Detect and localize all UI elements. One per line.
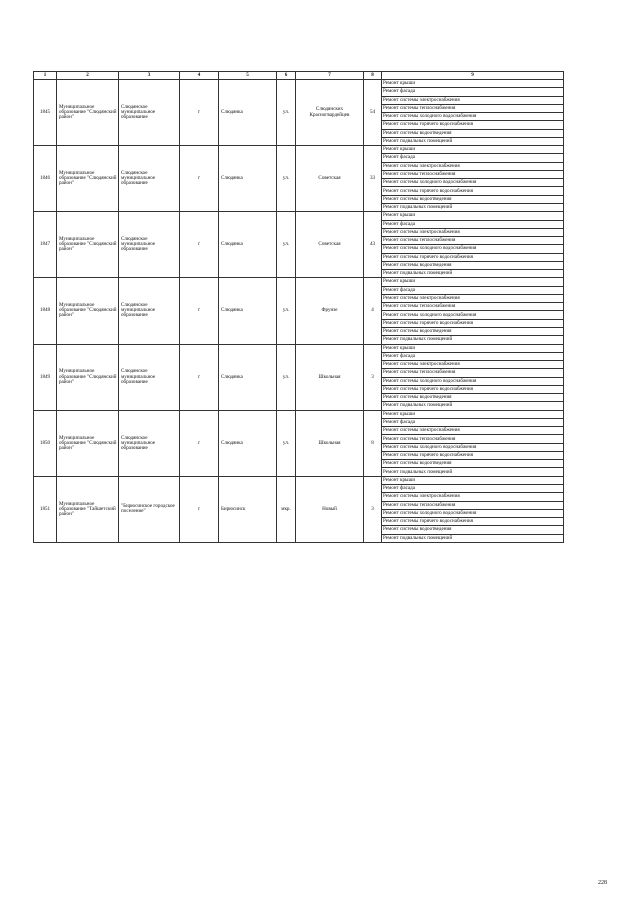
column-header-2: 2 xyxy=(57,72,119,80)
repair-work-item: Ремонт крыши xyxy=(382,410,564,418)
table-row xyxy=(34,278,564,286)
house-number: 3 xyxy=(364,344,382,410)
street-name: Школьная xyxy=(296,344,364,410)
repair-work-item: Ремонт системы холодного водоснабжения xyxy=(382,443,564,451)
municipal-district: Муниципальное образование "Слюдянский район" xyxy=(57,344,119,410)
repair-work-item: Ремонт системы теплоснабжения xyxy=(382,435,564,443)
municipal-formation: Слюдянское муниципальное образование xyxy=(119,146,180,212)
street-name: Новый xyxy=(296,476,364,542)
record-number: 1851 xyxy=(34,476,57,542)
street-type: ул. xyxy=(277,212,296,278)
repair-work-item: Ремонт системы водоотведения xyxy=(382,261,564,269)
column-header-1: 1 xyxy=(34,72,57,80)
column-header-7: 7 xyxy=(296,72,364,80)
settlement-type: г xyxy=(180,344,219,410)
repair-work-item: Ремонт фасада xyxy=(382,154,564,162)
repair-work-item: Ремонт системы горячего водоснабжения xyxy=(382,187,564,195)
repair-work-item: Ремонт системы теплоснабжения xyxy=(382,369,564,377)
repair-work-item: Ремонт системы горячего водоснабжения xyxy=(382,253,564,261)
repair-work-item: Ремонт системы холодного водоснабжения xyxy=(382,509,564,517)
repair-program-table xyxy=(33,71,564,543)
settlement-name: Слюдянка xyxy=(219,344,277,410)
municipal-formation: Слюдянское муниципальное образование xyxy=(119,80,180,146)
street-name: Советская xyxy=(296,146,364,212)
repair-work-item: Ремонт системы электроснабжения xyxy=(382,427,564,435)
repair-work-item: Ремонт системы водоотведения xyxy=(382,327,564,335)
repair-work-item: Ремонт подвальных помещений xyxy=(382,534,564,542)
record-number: 1848 xyxy=(34,278,57,344)
repair-work-item: Ремонт системы водоотведения xyxy=(382,195,564,203)
repair-work-item: Ремонт системы холодного водоснабжения xyxy=(382,311,564,319)
repair-work-item: Ремонт фасада xyxy=(382,418,564,426)
settlement-name: Слюдянка xyxy=(219,80,277,146)
repair-work-item: Ремонт подвальных помещений xyxy=(382,336,564,344)
record-number: 1849 xyxy=(34,344,57,410)
table-row xyxy=(34,146,564,154)
street-type: ул. xyxy=(277,80,296,146)
municipal-district: Муниципальное образование "Слюдянский район" xyxy=(57,212,119,278)
page-number: 228 xyxy=(598,880,607,886)
repair-work-item: Ремонт системы теплоснабжения xyxy=(382,303,564,311)
municipal-district: Муниципальное образование "Слюдянский район" xyxy=(57,80,119,146)
street-name: Слюдянских Красногвардейцев xyxy=(296,80,364,146)
settlement-name: Слюдянка xyxy=(219,212,277,278)
street-type: ул. xyxy=(277,344,296,410)
settlement-name: Слюдянка xyxy=(219,410,277,476)
street-name: Советская xyxy=(296,212,364,278)
repair-work-item: Ремонт системы горячего водоснабжения xyxy=(382,385,564,393)
repair-work-item: Ремонт системы электроснабжения xyxy=(382,294,564,302)
settlement-name: Слюдянка xyxy=(219,146,277,212)
municipal-formation: Слюдянское муниципальное образование xyxy=(119,212,180,278)
record-number: 1850 xyxy=(34,410,57,476)
municipal-formation: Слюдянское муниципальное образование xyxy=(119,410,180,476)
house-number: 33 xyxy=(364,146,382,212)
table-row xyxy=(34,344,564,352)
record-number: 1847 xyxy=(34,212,57,278)
settlement-type: г xyxy=(180,146,219,212)
repair-work-item: Ремонт подвальных помещений xyxy=(382,270,564,278)
repair-work-item: Ремонт системы теплоснабжения xyxy=(382,170,564,178)
repair-work-item: Ремонт системы теплоснабжения xyxy=(382,104,564,112)
column-header-6: 6 xyxy=(277,72,296,80)
settlement-type: г xyxy=(180,476,219,542)
repair-work-item: Ремонт системы электроснабжения xyxy=(382,162,564,170)
repair-work-item: Ремонт системы холодного водоснабжения xyxy=(382,113,564,121)
repair-work-item: Ремонт фасада xyxy=(382,220,564,228)
table-row xyxy=(34,80,564,88)
settlement-type: г xyxy=(180,410,219,476)
municipal-formation: Слюдянское муниципальное образование xyxy=(119,278,180,344)
column-header-9: 9 xyxy=(382,72,564,80)
repair-work-item: Ремонт системы электроснабжения xyxy=(382,228,564,236)
street-type: ул. xyxy=(277,278,296,344)
repair-work-item: Ремонт системы горячего водоснабжения xyxy=(382,451,564,459)
house-number: 8 xyxy=(364,410,382,476)
column-header-5: 5 xyxy=(219,72,277,80)
repair-work-item: Ремонт системы электроснабжения xyxy=(382,96,564,104)
repair-work-item: Ремонт фасада xyxy=(382,286,564,294)
repair-work-item: Ремонт крыши xyxy=(382,476,564,484)
column-header-row xyxy=(34,72,564,80)
repair-work-item: Ремонт системы холодного водоснабжения xyxy=(382,377,564,385)
street-type: ул. xyxy=(277,410,296,476)
table-row xyxy=(34,212,564,220)
repair-work-item: Ремонт системы электроснабжения xyxy=(382,361,564,369)
table-row xyxy=(34,410,564,418)
repair-work-item: Ремонт фасада xyxy=(382,485,564,493)
repair-work-item: Ремонт подвальных помещений xyxy=(382,402,564,410)
repair-work-item: Ремонт фасада xyxy=(382,88,564,96)
repair-work-item: Ремонт системы горячего водоснабжения xyxy=(382,319,564,327)
house-number: 3 xyxy=(364,476,382,542)
repair-work-item: Ремонт системы электроснабжения xyxy=(382,493,564,501)
house-number: 43 xyxy=(364,212,382,278)
repair-work-item: Ремонт системы теплоснабжения xyxy=(382,237,564,245)
repair-work-item: Ремонт подвальных помещений xyxy=(382,203,564,211)
repair-work-item: Ремонт системы водоотведения xyxy=(382,129,564,137)
column-header-8: 8 xyxy=(364,72,382,80)
repair-work-item: Ремонт крыши xyxy=(382,80,564,88)
column-header-3: 3 xyxy=(119,72,180,80)
house-number: 54 xyxy=(364,80,382,146)
repair-work-item: Ремонт системы холодного водоснабжения xyxy=(382,245,564,253)
record-number: 1845 xyxy=(34,80,57,146)
repair-work-item: Ремонт подвальных помещений xyxy=(382,468,564,476)
repair-work-item: Ремонт системы горячего водоснабжения xyxy=(382,121,564,129)
municipal-district: Муниципальное образование "Слюдянский район" xyxy=(57,278,119,344)
house-number: 4 xyxy=(364,278,382,344)
repair-work-item: Ремонт системы водоотведения xyxy=(382,526,564,534)
settlement-name: Бирюсинск xyxy=(219,476,277,542)
repair-work-item: Ремонт крыши xyxy=(382,212,564,220)
municipal-district: Муниципальное образование "Тайшетский район" xyxy=(57,476,119,542)
table-body xyxy=(34,80,564,543)
settlement-type: г xyxy=(180,80,219,146)
settlement-name: Слюдянка xyxy=(219,278,277,344)
repair-work-item: Ремонт системы холодного водоснабжения xyxy=(382,179,564,187)
repair-work-item: Ремонт подвальных помещений xyxy=(382,137,564,145)
repair-work-item: Ремонт системы горячего водоснабжения xyxy=(382,518,564,526)
municipal-district: Муниципальное образование "Слюдянский район" xyxy=(57,146,119,212)
record-number: 1846 xyxy=(34,146,57,212)
street-type: ул. xyxy=(277,146,296,212)
repair-work-item: Ремонт крыши xyxy=(382,344,564,352)
repair-work-item: Ремонт системы водоотведения xyxy=(382,394,564,402)
column-header-4: 4 xyxy=(180,72,219,80)
street-name: Школьная xyxy=(296,410,364,476)
repair-work-item: Ремонт системы водоотведения xyxy=(382,460,564,468)
settlement-type: г xyxy=(180,212,219,278)
repair-work-item: Ремонт фасада xyxy=(382,352,564,360)
table-row xyxy=(34,476,564,484)
repair-work-item: Ремонт системы теплоснабжения xyxy=(382,501,564,509)
repair-work-item: Ремонт крыши xyxy=(382,278,564,286)
municipal-formation: Слюдянское муниципальное образование xyxy=(119,344,180,410)
settlement-type: г xyxy=(180,278,219,344)
street-type: мкр. xyxy=(277,476,296,542)
street-name: Фрунзе xyxy=(296,278,364,344)
repair-work-item: Ремонт крыши xyxy=(382,146,564,154)
municipal-district: Муниципальное образование "Слюдянский район" xyxy=(57,410,119,476)
municipal-formation: "Бирюсинское городское поселение" xyxy=(119,476,180,542)
